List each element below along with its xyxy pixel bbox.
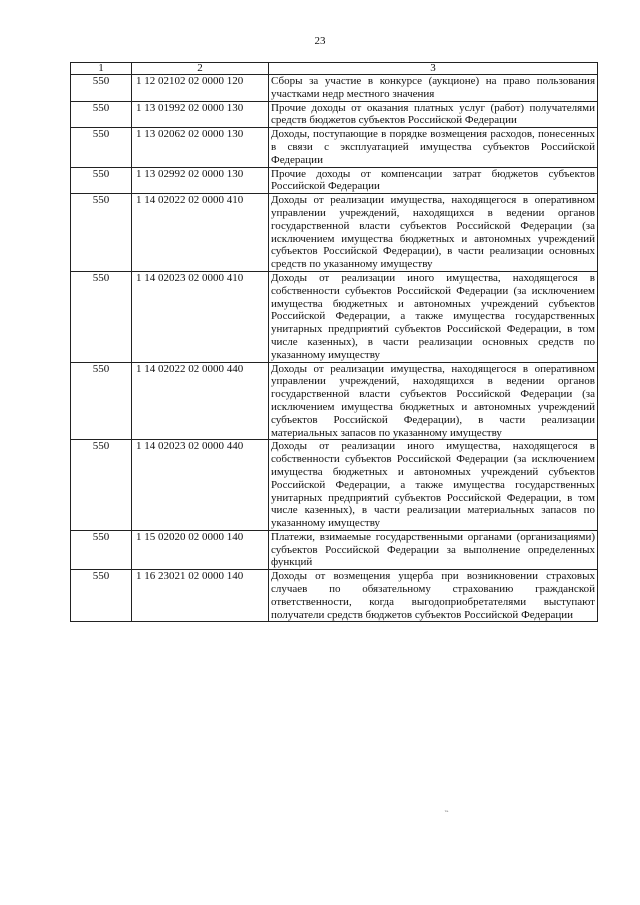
description-cell: Доходы от реализации имущества, находящегося в оперативном управлении учреждений, находящихся в ведении органов государственной власти субъектов Российской Федерации (за исключением имущества бюджетных и автономных учреждений субъектов Российской Федерации), в части реализации основных средств по указанному имуществу bbox=[269, 194, 598, 272]
kbk-code-cell: 1 14 02023 02 0000 440 bbox=[132, 440, 269, 531]
admin-code-cell: 550 bbox=[71, 271, 132, 362]
admin-code-cell: 550 bbox=[71, 128, 132, 167]
description-cell: Доходы от реализации иного имущества, находящегося в собственности субъектов Российской Федерации (за исключением имущества бюджетных и автономных учреждений субъектов Российской Федерации, а также имущества государственных унитарных предприятий субъектов Российской Федерации, в том числе казенных), в части реализации материальных запасов по указанному имуществу bbox=[269, 440, 598, 531]
header-col-1: 1 bbox=[71, 63, 132, 75]
admin-code-cell: 550 bbox=[71, 530, 132, 569]
kbk-code-cell: 1 13 01992 02 0000 130 bbox=[132, 101, 269, 128]
table-row bbox=[71, 570, 598, 622]
table-row bbox=[71, 271, 598, 362]
description-cell: Платежи, взимаемые государственными органами (организациями) субъектов Российской Федерации за выполнение определенных функций bbox=[269, 530, 598, 569]
table-row bbox=[71, 362, 598, 440]
kbk-code-cell: 1 14 02023 02 0000 410 bbox=[132, 271, 269, 362]
admin-code-cell: 550 bbox=[71, 440, 132, 531]
table-row bbox=[71, 128, 598, 167]
description-cell: Прочие доходы от компенсации затрат бюджетов субъектов Российской Федерации bbox=[269, 167, 598, 194]
admin-code-cell: 550 bbox=[71, 167, 132, 194]
admin-code-cell: 550 bbox=[71, 570, 132, 622]
header-col-2: 2 bbox=[132, 63, 269, 75]
kbk-code-cell: 1 14 02022 02 0000 410 bbox=[132, 194, 269, 272]
kbk-code-cell: 1 12 02102 02 0000 120 bbox=[132, 75, 269, 102]
table-row bbox=[71, 194, 598, 272]
admin-code-cell: 550 bbox=[71, 101, 132, 128]
table-header-row bbox=[71, 63, 598, 75]
kbk-code-cell: 1 14 02022 02 0000 440 bbox=[132, 362, 269, 440]
page-number: 23 bbox=[314, 35, 326, 47]
admin-code-cell: 550 bbox=[71, 75, 132, 102]
description-cell: Доходы, поступающие в порядке возмещения расходов, понесенных в связи с эксплуатацией имущества субъектов Российской Федерации bbox=[269, 128, 598, 167]
description-cell: Доходы от реализации имущества, находящегося в оперативном управлении учреждений, находящихся в ведении органов государственной власти субъектов Российской Федерации (за исключением имущества бюджетных и автономных учреждений субъектов Российской Федерации), в части реализации материальных запасов по указанному имуществу bbox=[269, 362, 598, 440]
table-row bbox=[71, 75, 598, 102]
description-cell: Доходы от реализации иного имущества, находящегося в собственности субъектов Российской Федерации (за исключением имущества бюджетных и автономных учреждений субъектов Российской Федерации, а также имущества государственных унитарных предприятий субъектов Российской Федерации, в том числе казенных), в части реализации основных средств по указанному имуществу bbox=[269, 271, 598, 362]
kbk-code-cell: 1 16 23021 02 0000 140 bbox=[132, 570, 269, 622]
description-cell: Доходы от возмещения ущерба при возникновении страховых случаев по обязательному страхованию гражданской ответственности, когда выгодоприобретателями выступают получатели средств бюджетов субъектов Российской Федерации bbox=[269, 570, 598, 622]
table-row bbox=[71, 167, 598, 194]
table-row bbox=[71, 440, 598, 531]
kbk-code-cell: 1 13 02062 02 0000 130 bbox=[132, 128, 269, 167]
kbk-code-cell: 1 15 02020 02 0000 140 bbox=[132, 530, 269, 569]
kbk-code-cell: 1 13 02992 02 0000 130 bbox=[132, 167, 269, 194]
admin-code-cell: 550 bbox=[71, 362, 132, 440]
description-cell: Прочие доходы от оказания платных услуг (работ) получателями средств бюджетов субъектов Российской Федерации bbox=[269, 101, 598, 128]
table-row bbox=[71, 530, 598, 569]
header-col-3: 3 bbox=[269, 63, 598, 75]
description-cell: Сборы за участие в конкурсе (аукционе) на право пользования участками недр местного значения bbox=[269, 75, 598, 102]
admin-code-cell: 550 bbox=[71, 194, 132, 272]
revenue-codes-table bbox=[70, 62, 598, 622]
scan-mark: ˵ bbox=[445, 805, 448, 815]
table-row bbox=[71, 101, 598, 128]
